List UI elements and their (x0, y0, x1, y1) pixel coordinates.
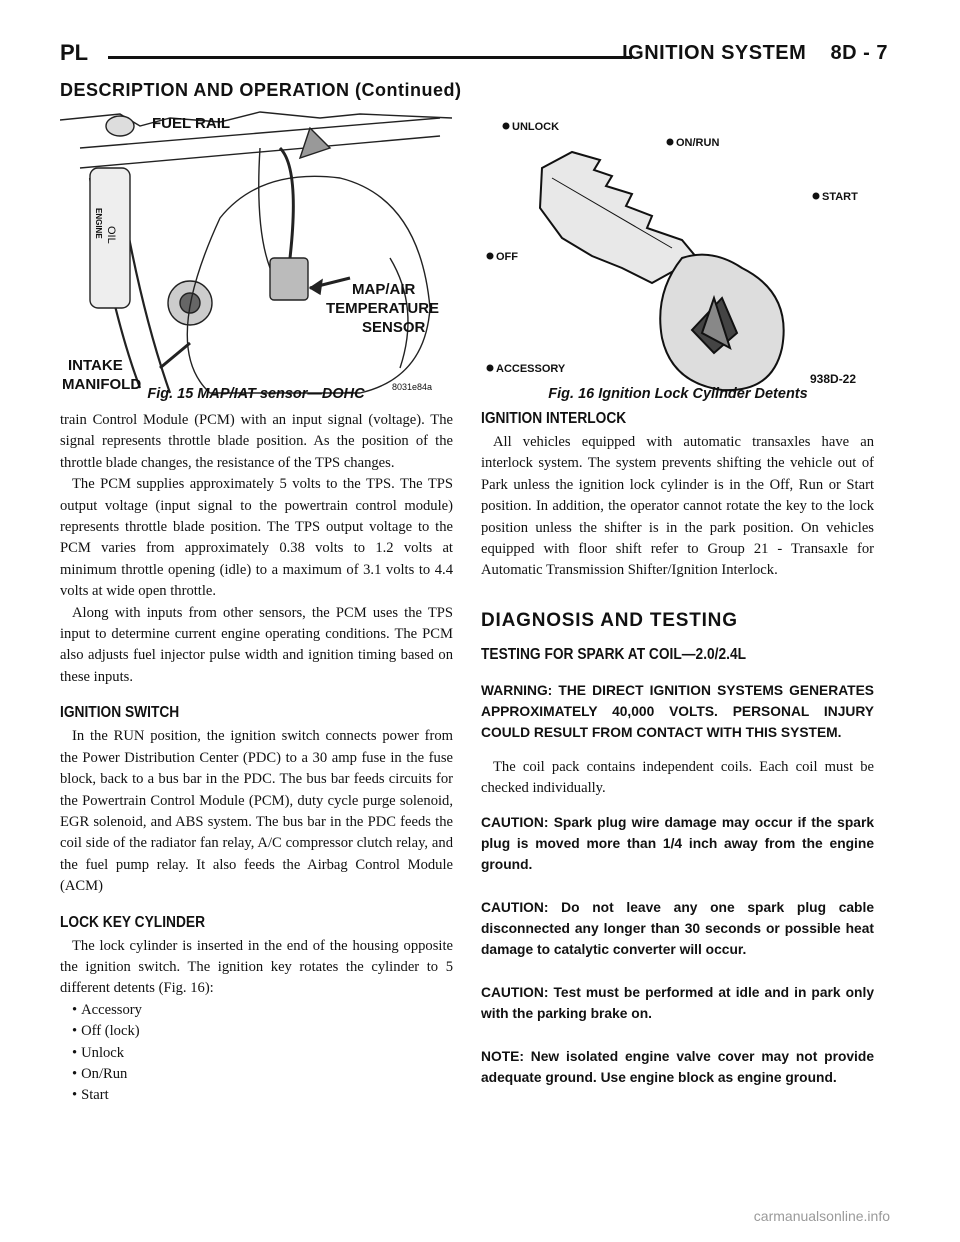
ignition-key-illustration (482, 108, 874, 398)
list-item: • Start (72, 1085, 453, 1106)
figure-code-16: 938D-22 (810, 372, 857, 386)
figure-15-caption: Fig. 15 MAP/IAT sensor—DOHC (147, 386, 365, 402)
list-item: • Unlock (72, 1043, 453, 1064)
section-title: DESCRIPTION AND OPERATION (Continued) (60, 80, 462, 100)
watermark: carmanualsonline.info (753, 1208, 890, 1224)
header-left: PL (60, 40, 89, 65)
label-on-run: ON/RUN (676, 137, 720, 149)
label-intake: INTAKE (68, 357, 123, 374)
label-oil: OIL (105, 226, 117, 244)
paragraph-tps-1: train Control Module (PCM) with an input signal (voltage). The signal represents throttle blade position. As the position of the throttle blade changes, the resistance of the TPS changes. (60, 412, 453, 471)
label-sensor: SENSOR (362, 319, 426, 336)
paragraph-ignition-switch: In the RUN position, the ignition switch connects power from the Power Distribution Center (PDC) to a 30 amp fuse in the fuse block, back to a bus bar in the PDC. The bus bar feeds circuits for the Powertrain Control Module (PCM), duty cycle purge solenoid, EGR solenoid, and ABS system. The bus bar in the PDC feeds the coil side of the radiator fan relay, A/C compressor clutch relay, and the fuel pump relay. It also feeds the Airbag Control Module (ACM) (60, 728, 453, 895)
caution-idle-park: CAUTION: Test must be performed at idle and in park only with the parking brake on. (481, 984, 874, 1021)
warning-text: WARNING: THE DIRECT IGNITION SYSTEMS GENERATES APPROXIMATELY 40,000 VOLTS. PERSONAL INJURY COULD RESULT FROM CONTACT WITH THIS SYSTEM. (481, 682, 874, 740)
label-unlock: UNLOCK (512, 121, 560, 133)
label-start: START (822, 191, 858, 203)
header-rule (108, 56, 632, 59)
list-item: • Accessory (72, 1000, 453, 1021)
paragraph-interlock: All vehicles equipped with automatic transaxles have an interlock system. The system prevents shifting the vehicle out of Park unless the ignition lock cylinder is in the Off, Run or Start position. In addition, the operator cannot rotate the key to the lock position unless the shifter is in the park position. On vehicles equipped with floor shift refer to Group 21 - Transaxle for Automatic Transmission Shifter/Ignition Interlock. (481, 434, 874, 579)
heading-diagnosis-testing: DIAGNOSIS AND TESTING (481, 609, 738, 631)
label-engine: ENGINE (94, 208, 103, 239)
caution-spark-plug-cable: CAUTION: Do not leave any one spark plug cable disconnected any longer than 30 seconds or possible heat damage to catalytic converter will occur. (481, 899, 874, 957)
map-iat-sensor-illustration (60, 108, 452, 398)
label-fuel-rail: FUEL RAIL (152, 115, 231, 132)
label-accessory: ACCESSORY (496, 363, 566, 375)
figure-ignition-key (482, 108, 874, 398)
paragraph-coil-pack: The coil pack contains independent coils. Each coil must be checked individually. (481, 758, 874, 797)
detent-list (60, 1000, 453, 1107)
list-item: • Off (lock) (72, 1021, 453, 1042)
label-temperature: TEMPERATURE (326, 300, 440, 317)
heading-lock-key-cylinder: LOCK KEY CYLINDER (60, 913, 206, 931)
label-map-air: MAP/AIR (352, 281, 416, 298)
note-valve-cover: NOTE: New isolated engine valve cover may not provide adequate ground. Use engine block as engine ground. (481, 1048, 874, 1085)
figure-code-15: 8031e84a (392, 382, 433, 392)
paragraph-tps-3: Along with inputs from other sensors, the PCM uses the TPS input to determine current engine operating conditions. The PCM also adjusts fuel injector pulse width and ignition timing based on these inputs. (60, 604, 453, 685)
label-off: OFF (496, 251, 518, 263)
paragraph-tps-2: The PCM supplies approximately 5 volts to the TPS. The TPS output voltage (input signal to the powertrain control module) represents throttle blade position. The TPS output voltage to the PCM varies from approximately 0.38 volts to 1.2 volts at minimum throttle opening (idle) to a maximum of 3.1 volts to 4.4 volts at wide open throttle. (60, 476, 453, 600)
heading-testing-spark: TESTING FOR SPARK AT COIL—2.0/2.4L (481, 645, 747, 663)
caution-spark-plug-wire: CAUTION: Spark plug wire damage may occur if the spark plug is moved more than 1/4 inch away from the engine ground. (481, 814, 874, 872)
heading-ignition-switch: IGNITION SWITCH (60, 704, 180, 722)
figure-map-iat-sensor (60, 108, 452, 398)
label-manifold: MANIFOLD (62, 376, 142, 393)
left-column (60, 410, 453, 1107)
list-item: • On/Run (72, 1064, 453, 1085)
figure-16-caption: Fig. 16 Ignition Lock Cylinder Detents (548, 386, 808, 402)
right-column (481, 410, 874, 1102)
header-right: IGNITION SYSTEM 8D - 7 (622, 42, 888, 64)
heading-ignition-interlock: IGNITION INTERLOCK (481, 410, 627, 427)
paragraph-lock-cylinder: The lock cylinder is inserted in the end of the housing opposite the ignition switch. The ignition key rotates the cylinder to 5 different detents (Fig. 16): (60, 937, 453, 997)
